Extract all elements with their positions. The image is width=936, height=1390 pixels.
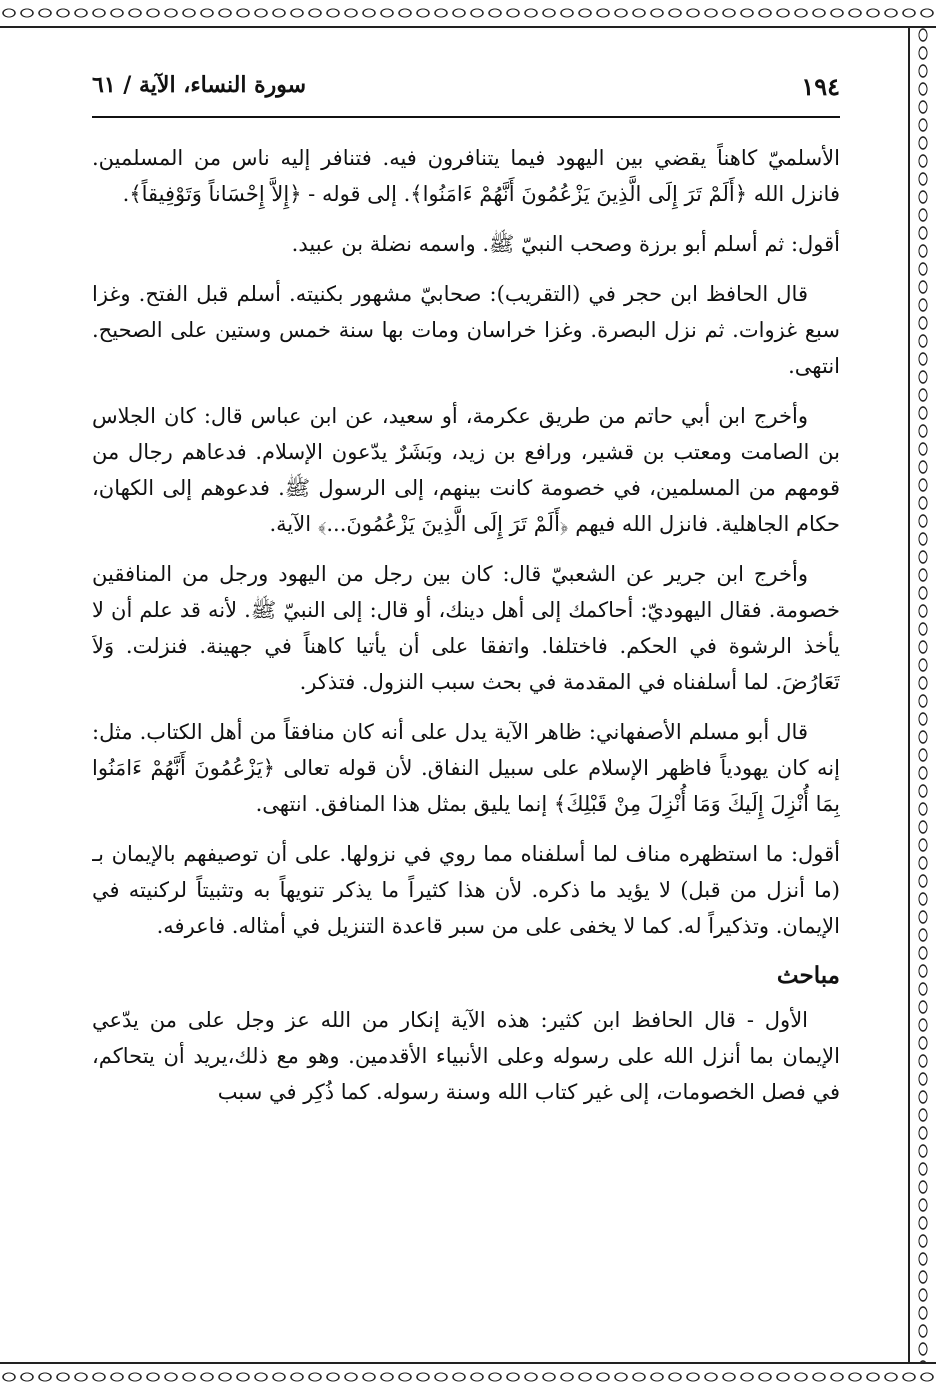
- paragraph: قال الحافظ ابن حجر في (التقريب): صحابيّ مشهور بكنيته. أسلم قبل الفتح. وغزا سبع غزوات. ثم نزل البصرة. وغزا خراسان ومات بها سنة خمس وستين على الصحيح. انتهى.: [92, 282, 840, 378]
- page-body: [92, 140, 840, 1355]
- paragraph-continuation: الأسلميّ كاهناً يقضي بين اليهود فيما يتنافرون فيه. فتنافر إليه ناس من المسلمين. فانزل الله ﴿أَلَمْ تَرَ إِلَى الَّذِينَ يَزْعُمُونَ أَنَّهُمْ ءَامَنُوا﴾. إلى قوله - ﴿إِلاَّ إِحْسَاناً وَتَوْفِيقاً﴾.: [92, 146, 840, 206]
- paragraph: أقول: ثم أسلم أبو برزة وصحب النبيّ ﷺ. واسمه نضلة بن عبيد.: [291, 232, 840, 256]
- paragraph: قال أبو مسلم الأصفهاني: ظاهر الآية يدل على أنه كان منافقاً من أهل الكتاب. مثل: إنه كان يهودياً فاظهر الإسلام على سبيل النفاق. لأن قوله تعالى ﴿يَزْعُمُونَ أَنَّهُمْ ءَامَنُوا بِمَا أُنْزِلَ إِلَيكَ وَمَا أُنْزِلَ مِنْ قَبْلِكَ﴾ إنما يليق بمثل هذا المنافق. انتهى.: [92, 720, 840, 816]
- decorative-border-top: [0, 0, 936, 28]
- paragraph-final: الأول - قال الحافظ ابن كثير: هذه الآية إنكار من الله عز وجل على من يدّعي الإيمان بما أنزل الله على رسوله وعلى الأنبياء الأقدمين. وهو مع ذلك،يريد أن يتحاكم، في فصل الخصومات، إلى غير كتاب الله وسنة رسوله. كما ذُكِر في سبب: [92, 1008, 840, 1104]
- paragraph: أقول: ما استظهره مناف لما أسلفناه مما روي في نزولها. على أن توصيفهم بالإيمان بـ (ما أنزل من قبل) لا يؤيد ما ذكره. لأن هذا كثيراً ما يذكر تنويهاً به وتثبيتاً لركنيته في الإيمان. وتذكيراً له. كما لا يخفى على من سبر قاعدة التنزيل في أمثاله. فاعرفه.: [92, 842, 840, 938]
- page-number: ١٩٤: [801, 72, 840, 101]
- section-heading: مباحث: [776, 962, 840, 989]
- running-title: سورة النساء، الآية / ٦١: [92, 72, 307, 98]
- paragraph: وأخرج ابن جرير عن الشعبيّ قال: كان بين رجل من اليهود ورجل من المنافقين خصومة. فقال اليهوديّ: أحاكمك إلى أهل دينك، أو قال: إلى النبيّ ﷺ. لأنه قد علم أن لا يأخذ الرشوة في الحكم. فاختلفا. واتفقا على أن يأتيا كاهناً في جهينة. فنزلت. وَلاَ تَعَارُضَ. لما أسلفناه في المقدمة في بحث سبب النزول. فتذكر.: [92, 562, 840, 694]
- decorative-border-bottom: [0, 1362, 936, 1390]
- page-header: [92, 68, 840, 118]
- paragraph: وأخرج ابن أبي حاتم من طريق عكرمة، أو سعيد، عن ابن عباس قال: كان الجلاس بن الصامت ومعتب بن قشير، ورافع بن زيد، وبَشَرٌ يدّعون الإسلام. فدعاهم رجال من قومهم من المسلمين، في خصومة كانت بينهم، إلى الرسول ﷺ. فدعوهم إلى الكهان، حكام الجاهلية. فانزل الله فيهم ﴿أَلَمْ تَرَ إِلَى الَّذِينَ يَزْعُمُونَ...﴾ الآية.: [92, 404, 840, 536]
- decorative-border-right: [908, 26, 936, 1362]
